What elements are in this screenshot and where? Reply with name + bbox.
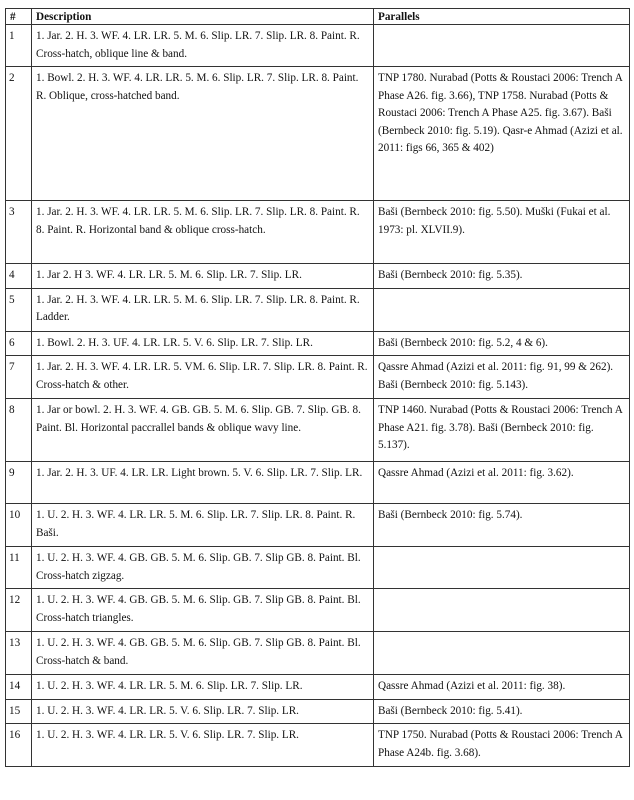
row-number: 11 bbox=[6, 547, 32, 589]
row-number: 4 bbox=[6, 264, 32, 289]
row-description: 1. Bowl. 2. H. 3. WF. 4. LR. LR. 5. M. 6. Slip. LR. 7. Slip. LR. 8. Paint. R. Oblique, cross-hatched band. bbox=[32, 67, 374, 201]
table-row bbox=[6, 724, 630, 767]
row-number: 7 bbox=[6, 356, 32, 399]
row-parallels bbox=[374, 589, 630, 632]
table-row bbox=[6, 356, 630, 399]
table-row bbox=[6, 589, 630, 632]
row-description: 1. Jar. 2. H. 3. WF. 4. LR. LR. 5. M. 6. Slip. LR. 7. Slip. LR. 8. Paint. R. Ladder. bbox=[32, 288, 374, 331]
row-description: 1. Jar or bowl. 2. H. 3. WF. 4. GB. GB. 5. M. 6. Slip. GB. 7. Slip. GB. 8. Paint. Bl. Horizontal paccrallel bands & oblique wavy line. bbox=[32, 399, 374, 462]
table-row bbox=[6, 399, 630, 462]
row-number: 9 bbox=[6, 462, 32, 504]
row-number: 3 bbox=[6, 201, 32, 264]
header-description: Description bbox=[32, 9, 374, 25]
row-parallels: Baši (Bernbeck 2010: fig. 5.35). bbox=[374, 264, 630, 289]
table-row bbox=[6, 201, 630, 264]
row-parallels: Baši (Bernbeck 2010: fig. 5.41). bbox=[374, 699, 630, 724]
row-description: 1. U. 2. H. 3. WF. 4. GB. GB. 5. M. 6. Slip. GB. 7. Slip GB. 8. Paint. Bl. Cross-hatch zigzag. bbox=[32, 547, 374, 589]
row-parallels: Baši (Bernbeck 2010: fig. 5.74). bbox=[374, 504, 630, 547]
row-number: 2 bbox=[6, 67, 32, 201]
row-parallels bbox=[374, 25, 630, 67]
table-row bbox=[6, 25, 630, 67]
table-body bbox=[6, 25, 630, 767]
row-number: 16 bbox=[6, 724, 32, 767]
row-parallels: TNP 1460. Nurabad (Potts & Roustaci 2006: Trench A Phase A21. fig. 3.78). Baši (Bernbeck 2010: fig. 5.137). bbox=[374, 399, 630, 462]
row-description: 1. Bowl. 2. H. 3. UF. 4. LR. LR. 5. V. 6. Slip. LR. 7. Slip. LR. bbox=[32, 331, 374, 356]
table-header-row bbox=[6, 9, 630, 25]
table-row bbox=[6, 331, 630, 356]
table-row bbox=[6, 632, 630, 675]
row-number: 5 bbox=[6, 288, 32, 331]
row-parallels bbox=[374, 632, 630, 675]
table-row bbox=[6, 462, 630, 504]
row-number: 1 bbox=[6, 25, 32, 67]
header-number: # bbox=[6, 9, 32, 25]
row-parallels: Qassre Ahmad (Azizi et al. 2011: fig. 91, 99 & 262). Baši (Bernbeck 2010: fig. 5.143). bbox=[374, 356, 630, 399]
row-number: 14 bbox=[6, 675, 32, 700]
row-parallels: Baši (Bernbeck 2010: fig. 5.2, 4 & 6). bbox=[374, 331, 630, 356]
table-row bbox=[6, 67, 630, 201]
row-description: 1. U. 2. H. 3. WF. 4. LR. LR. 5. V. 6. Slip. LR. 7. Slip. LR. bbox=[32, 699, 374, 724]
row-parallels: TNP 1750. Nurabad (Potts & Roustaci 2006: Trench A Phase A24b. fig. 3.68). bbox=[374, 724, 630, 767]
table-row bbox=[6, 547, 630, 589]
row-parallels: TNP 1780. Nurabad (Potts & Roustaci 2006: Trench A Phase A26. fig. 3.66), TNP 1758. Nurabad (Potts & Roustaci 2006: Trench A Phase A25. fig. 3.67). Baši (Bernbeck 2010: fig. 5.19). Qasr-e Ahmad (Azizi et al. 2011: figs 66, 365 & 402) bbox=[374, 67, 630, 201]
row-number: 13 bbox=[6, 632, 32, 675]
row-description: 1. U. 2. H. 3. WF. 4. LR. LR. 5. M. 6. Slip. LR. 7. Slip. LR. 8. Paint. R. Baši. bbox=[32, 504, 374, 547]
row-description: 1. U. 2. H. 3. WF. 4. LR. LR. 5. V. 6. Slip. LR. 7. Slip. LR. bbox=[32, 724, 374, 767]
row-number: 10 bbox=[6, 504, 32, 547]
row-number: 8 bbox=[6, 399, 32, 462]
row-description: 1. Jar. 2. H. 3. WF. 4. LR. LR. 5. M. 6. Slip. LR. 7. Slip. LR. 8. Paint. R. Cross-hatch, oblique line & band. bbox=[32, 25, 374, 67]
row-parallels bbox=[374, 288, 630, 331]
pottery-table bbox=[5, 8, 630, 767]
table-row bbox=[6, 264, 630, 289]
row-description: 1. U. 2. H. 3. WF. 4. GB. GB. 5. M. 6. Slip. GB. 7. Slip GB. 8. Paint. Bl. Cross-hatch & band. bbox=[32, 632, 374, 675]
row-parallels: Qassre Ahmad (Azizi et al. 2011: fig. 3.62). bbox=[374, 462, 630, 504]
row-parallels: Qassre Ahmad (Azizi et al. 2011: fig. 38). bbox=[374, 675, 630, 700]
row-description: 1. Jar 2. H 3. WF. 4. LR. LR. 5. M. 6. Slip. LR. 7. Slip. LR. bbox=[32, 264, 374, 289]
row-parallels bbox=[374, 547, 630, 589]
row-description: 1. Jar. 2. H. 3. UF. 4. LR. LR. Light brown. 5. V. 6. Slip. LR. 7. Slip. LR. bbox=[32, 462, 374, 504]
table-row bbox=[6, 699, 630, 724]
row-description: 1. U. 2. H. 3. WF. 4. GB. GB. 5. M. 6. Slip. GB. 7. Slip GB. 8. Paint. Bl. Cross-hatch triangles. bbox=[32, 589, 374, 632]
row-description: 1. Jar. 2. H. 3. WF. 4. LR. LR. 5. M. 6. Slip. LR. 7. Slip. LR. 8. Paint. R. 8. Paint. R. Horizontal band & oblique cross-hatch. bbox=[32, 201, 374, 264]
row-parallels: Baši (Bernbeck 2010: fig. 5.50). Muški (Fukai et al. 1973: pl. XLVII.9). bbox=[374, 201, 630, 264]
row-number: 6 bbox=[6, 331, 32, 356]
table-row bbox=[6, 675, 630, 700]
row-description: 1. U. 2. H. 3. WF. 4. LR. LR. 5. M. 6. Slip. LR. 7. Slip. LR. bbox=[32, 675, 374, 700]
row-number: 12 bbox=[6, 589, 32, 632]
table-row bbox=[6, 288, 630, 331]
header-parallels: Parallels bbox=[374, 9, 630, 25]
row-description: 1. Jar. 2. H. 3. WF. 4. LR. LR. 5. VM. 6. Slip. LR. 7. Slip. LR. 8. Paint. R. Cross-hatch & other. bbox=[32, 356, 374, 399]
row-number: 15 bbox=[6, 699, 32, 724]
table-row bbox=[6, 504, 630, 547]
